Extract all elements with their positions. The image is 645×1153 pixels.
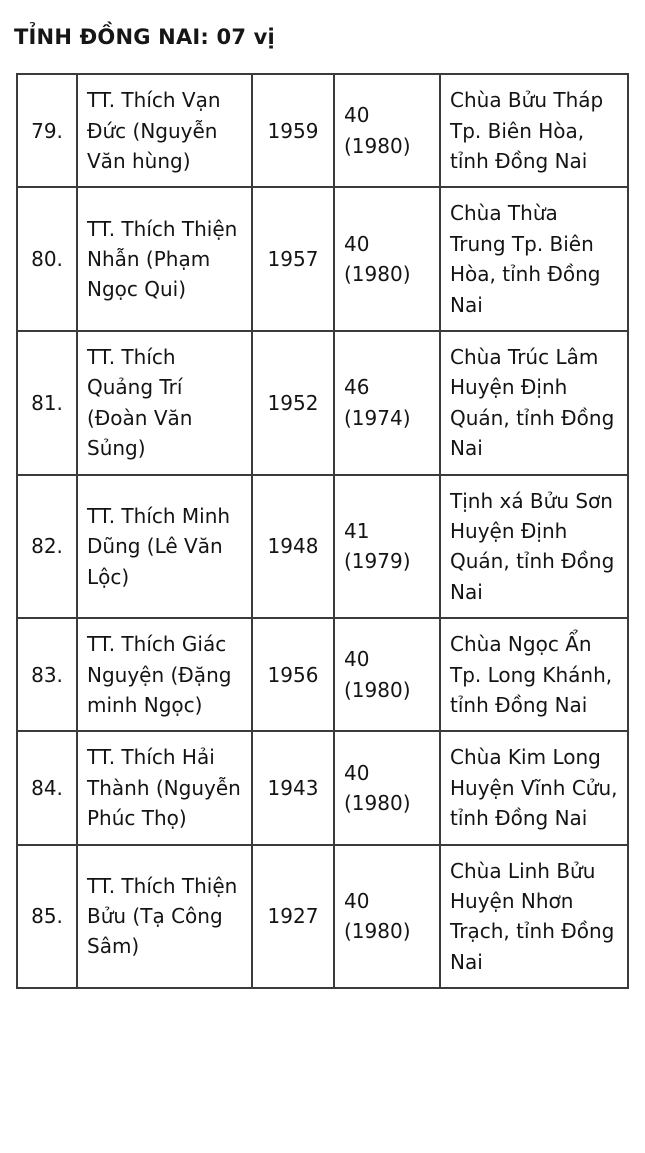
row-name: TT. Thích Hải Thành (Nguyễn Phúc Thọ) bbox=[77, 731, 252, 844]
row-age bbox=[334, 618, 440, 731]
row-age-value: 40 bbox=[344, 888, 370, 913]
row-age-value: 41 bbox=[344, 518, 370, 543]
row-index: 82. bbox=[17, 475, 77, 619]
table-row bbox=[17, 74, 628, 187]
row-birth-year: 1943 bbox=[252, 731, 334, 844]
row-age bbox=[334, 187, 440, 331]
page-title: TỈNH ĐỒNG NAI: 07 vị bbox=[14, 25, 275, 49]
row-age-value: 40 bbox=[344, 760, 370, 785]
row-name: TT. Thích Thiện Bửu (Tạ Công Sâm) bbox=[77, 845, 252, 989]
row-age bbox=[334, 731, 440, 844]
roster-table bbox=[16, 73, 629, 989]
row-name: TT. Thích Giác Nguyện (Đặng minh Ngọc) bbox=[77, 618, 252, 731]
row-age-value: 40 bbox=[344, 103, 370, 128]
row-birth-year: 1959 bbox=[252, 74, 334, 187]
row-index: 79. bbox=[17, 74, 77, 187]
row-temple-address: Chùa Kim Long Huyện Vĩnh Cửu, tỉnh Đồng Nai bbox=[440, 731, 628, 844]
row-age bbox=[334, 74, 440, 187]
row-index: 83. bbox=[17, 618, 77, 731]
row-ordination-year: (1980) bbox=[344, 677, 411, 702]
row-age bbox=[334, 845, 440, 989]
row-age bbox=[334, 331, 440, 475]
table-row bbox=[17, 618, 628, 731]
table-row bbox=[17, 845, 628, 989]
row-age bbox=[334, 475, 440, 619]
table-row bbox=[17, 331, 628, 475]
row-name: TT. Thích Thiện Nhẫn (Phạm Ngọc Qui) bbox=[77, 187, 252, 331]
row-name: TT. Thích Quảng Trí (Đoàn Văn Sủng) bbox=[77, 331, 252, 475]
table-row bbox=[17, 731, 628, 844]
row-temple-address: Chùa Ngọc Ẩn Tp. Long Khánh, tỉnh Đồng Nai bbox=[440, 618, 628, 731]
row-index: 85. bbox=[17, 845, 77, 989]
row-birth-year: 1948 bbox=[252, 475, 334, 619]
row-temple-address: Chùa Thừa Trung Tp. Biên Hòa, tỉnh Đồng Nai bbox=[440, 187, 628, 331]
row-ordination-year: (1980) bbox=[344, 262, 411, 287]
row-age-value: 40 bbox=[344, 231, 370, 256]
row-ordination-year: (1974) bbox=[344, 405, 411, 430]
table-row bbox=[17, 187, 628, 331]
row-name: TT. Thích Vạn Đức (Nguyễn Văn hùng) bbox=[77, 74, 252, 187]
row-ordination-year: (1980) bbox=[344, 790, 411, 815]
row-index: 84. bbox=[17, 731, 77, 844]
row-birth-year: 1927 bbox=[252, 845, 334, 989]
row-ordination-year: (1979) bbox=[344, 549, 411, 574]
row-age-value: 46 bbox=[344, 375, 370, 400]
row-birth-year: 1956 bbox=[252, 618, 334, 731]
row-temple-address: Chùa Trúc Lâm Huyện Định Quán, tỉnh Đồng Nai bbox=[440, 331, 628, 475]
row-ordination-year: (1980) bbox=[344, 919, 411, 944]
row-birth-year: 1952 bbox=[252, 331, 334, 475]
row-ordination-year: (1980) bbox=[344, 133, 411, 158]
roster-table-container bbox=[0, 51, 645, 989]
row-temple-address: Chùa Bửu Tháp Tp. Biên Hòa, tỉnh Đồng Nai bbox=[440, 74, 628, 187]
table-row bbox=[17, 475, 628, 619]
row-index: 81. bbox=[17, 331, 77, 475]
row-temple-address: Tịnh xá Bửu Sơn Huyện Định Quán, tỉnh Đồng Nai bbox=[440, 475, 628, 619]
row-birth-year: 1957 bbox=[252, 187, 334, 331]
row-temple-address: Chùa Linh Bửu Huyện Nhơn Trạch, tỉnh Đồng Nai bbox=[440, 845, 628, 989]
row-name: TT. Thích Minh Dũng (Lê Văn Lộc) bbox=[77, 475, 252, 619]
row-age-value: 40 bbox=[344, 647, 370, 672]
row-index: 80. bbox=[17, 187, 77, 331]
